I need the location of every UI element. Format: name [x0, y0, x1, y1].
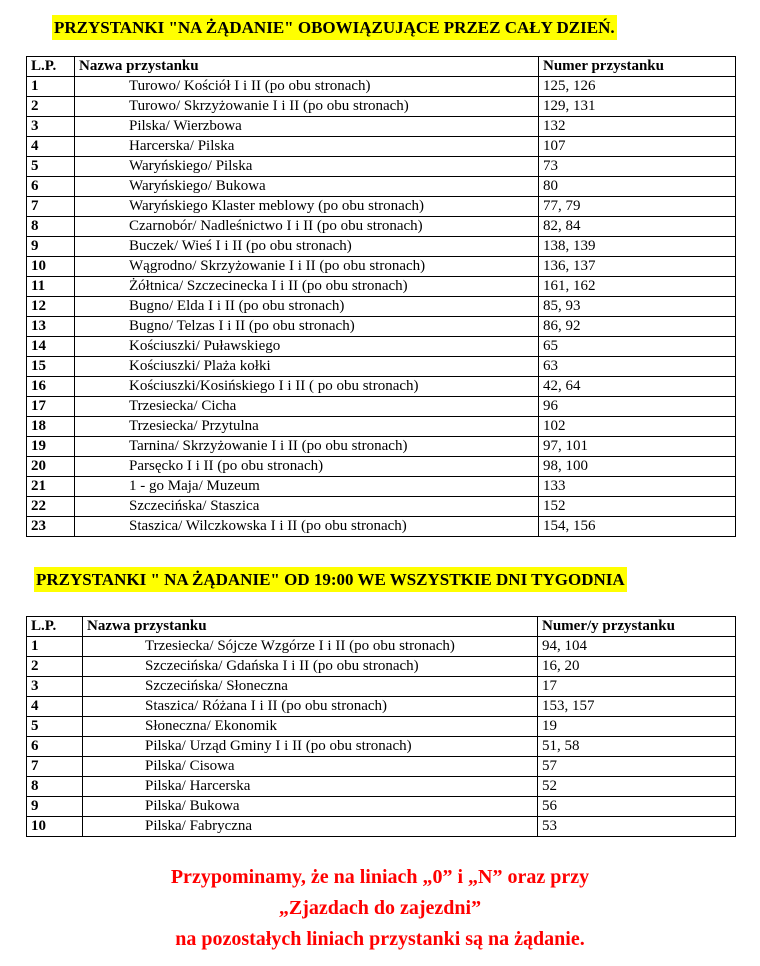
- row-lp-cell: 19: [27, 437, 75, 457]
- stop-name-cell: Waryńskiego/ Pilska: [75, 157, 539, 177]
- stop-number-cell: 17: [538, 677, 736, 697]
- column-header-name: Nazwa przystanku: [75, 57, 539, 77]
- stop-number-cell: 102: [539, 417, 736, 437]
- table-row: [27, 677, 736, 697]
- table-row: [27, 177, 736, 197]
- row-lp-cell: 8: [27, 217, 75, 237]
- table-row: [27, 397, 736, 417]
- row-lp-cell: 21: [27, 477, 75, 497]
- stop-number-cell: 63: [539, 357, 736, 377]
- table-row: [27, 297, 736, 317]
- stop-name-cell: Słoneczna/ Ekonomik: [83, 717, 538, 737]
- column-header-number: Numer/y przystanku: [538, 617, 736, 637]
- stop-number-cell: 51, 58: [538, 737, 736, 757]
- table-row: [27, 497, 736, 517]
- row-lp-cell: 1: [27, 77, 75, 97]
- stop-number-cell: 85, 93: [539, 297, 736, 317]
- table-row: [27, 197, 736, 217]
- stop-name-cell: Trzesiecka/ Przytulna: [75, 417, 539, 437]
- table-row: [27, 777, 736, 797]
- stop-name-cell: Pilska/ Bukowa: [83, 797, 538, 817]
- stop-name-cell: Pilska/ Cisowa: [83, 757, 538, 777]
- section1-title: PRZYSTANKI "NA ŻĄDANIE" OBOWIĄZUJĄCE PRZEZ CAŁY DZIEŃ.: [52, 15, 617, 40]
- stop-number-cell: 57: [538, 757, 736, 777]
- stop-name-cell: Pilska/ Wierzbowa: [75, 117, 539, 137]
- table-row: [27, 237, 736, 257]
- stop-name-cell: Szczecińska/ Staszica: [75, 497, 539, 517]
- table-header-row: [27, 57, 736, 77]
- stop-number-cell: 132: [539, 117, 736, 137]
- row-lp-cell: 6: [27, 737, 83, 757]
- stop-number-cell: 16, 20: [538, 657, 736, 677]
- table-row: [27, 97, 736, 117]
- stop-number-cell: 154, 156: [539, 517, 736, 537]
- table-row: [27, 417, 736, 437]
- stop-number-cell: 138, 139: [539, 237, 736, 257]
- table-header-row: [27, 617, 736, 637]
- stop-name-cell: Waryńskiego/ Bukowa: [75, 177, 539, 197]
- table-row: [27, 457, 736, 477]
- row-lp-cell: 5: [27, 157, 75, 177]
- stop-number-cell: 65: [539, 337, 736, 357]
- row-lp-cell: 1: [27, 637, 83, 657]
- row-lp-cell: 3: [27, 117, 75, 137]
- table-row: [27, 477, 736, 497]
- table-row: [27, 357, 736, 377]
- stop-number-cell: 86, 92: [539, 317, 736, 337]
- table-row: [27, 717, 736, 737]
- table-row: [27, 137, 736, 157]
- stop-number-cell: 136, 137: [539, 257, 736, 277]
- evening-stops-table: [26, 616, 736, 837]
- table-row: [27, 757, 736, 777]
- column-header-lp: L.P.: [27, 57, 75, 77]
- stop-name-cell: Buczek/ Wieś I i II (po obu stronach): [75, 237, 539, 257]
- table-row: [27, 117, 736, 137]
- stop-number-cell: 153, 157: [538, 697, 736, 717]
- stop-name-cell: Turowo/ Skrzyżowanie I i II (po obu stronach): [75, 97, 539, 117]
- table-row: [27, 517, 736, 537]
- row-lp-cell: 10: [27, 257, 75, 277]
- row-lp-cell: 23: [27, 517, 75, 537]
- stop-name-cell: Trzesiecka/ Cicha: [75, 397, 539, 417]
- reminder-line-1: Przypominamy, że na liniach „0” i „N” oraz przy: [170, 866, 590, 888]
- stop-number-cell: 107: [539, 137, 736, 157]
- row-lp-cell: 12: [27, 297, 75, 317]
- stop-name-cell: Kościuszki/ Plaża kołki: [75, 357, 539, 377]
- table-row: [27, 657, 736, 677]
- stop-number-cell: 19: [538, 717, 736, 737]
- row-lp-cell: 8: [27, 777, 83, 797]
- stop-number-cell: 152: [539, 497, 736, 517]
- stop-number-cell: 97, 101: [539, 437, 736, 457]
- row-lp-cell: 4: [27, 137, 75, 157]
- row-lp-cell: 7: [27, 757, 83, 777]
- stop-number-cell: 56: [538, 797, 736, 817]
- table-row: [27, 77, 736, 97]
- stop-name-cell: Trzesiecka/ Sójcze Wzgórze I i II (po obu stronach): [83, 637, 538, 657]
- stop-name-cell: Żółtnica/ Szczecinecka I i II (po obu stronach): [75, 277, 539, 297]
- stop-name-cell: Bugno/ Elda I i II (po obu stronach): [75, 297, 539, 317]
- stop-name-cell: Harcerska/ Pilska: [75, 137, 539, 157]
- table-row: [27, 817, 736, 837]
- stop-number-cell: 52: [538, 777, 736, 797]
- row-lp-cell: 7: [27, 197, 75, 217]
- row-lp-cell: 2: [27, 657, 83, 677]
- row-lp-cell: 5: [27, 717, 83, 737]
- reminder-line-3: na pozostałych liniach przystanki są na żądanie.: [175, 928, 585, 950]
- stop-name-cell: Parsęcko I i II (po obu stronach): [75, 457, 539, 477]
- stop-name-cell: Wągrodno/ Skrzyżowanie I i II (po obu stronach): [75, 257, 539, 277]
- table-row: [27, 257, 736, 277]
- reminder-notice: [0, 862, 760, 955]
- table-row: [27, 217, 736, 237]
- column-header-name: Nazwa przystanku: [83, 617, 538, 637]
- stop-number-cell: 94, 104: [538, 637, 736, 657]
- row-lp-cell: 14: [27, 337, 75, 357]
- row-lp-cell: 9: [27, 237, 75, 257]
- table-row: [27, 277, 736, 297]
- stop-name-cell: Staszica/ Wilczkowska I i II (po obu stronach): [75, 517, 539, 537]
- stop-number-cell: 133: [539, 477, 736, 497]
- column-header-lp: L.P.: [27, 617, 83, 637]
- stop-name-cell: Bugno/ Telzas I i II (po obu stronach): [75, 317, 539, 337]
- row-lp-cell: 2: [27, 97, 75, 117]
- row-lp-cell: 10: [27, 817, 83, 837]
- row-lp-cell: 18: [27, 417, 75, 437]
- stop-number-cell: 42, 64: [539, 377, 736, 397]
- stop-name-cell: Czarnobór/ Nadleśnictwo I i II (po obu stronach): [75, 217, 539, 237]
- stop-name-cell: 1 - go Maja/ Muzeum: [75, 477, 539, 497]
- table-row: [27, 317, 736, 337]
- stop-name-cell: Kościuszki/ Puławskiego: [75, 337, 539, 357]
- stop-name-cell: Kościuszki/Kosińskiego I i II ( po obu stronach): [75, 377, 539, 397]
- all-day-stops-table: [26, 56, 736, 537]
- table-row: [27, 737, 736, 757]
- stop-name-cell: Tarnina/ Skrzyżowanie I i II (po obu stronach): [75, 437, 539, 457]
- stop-name-cell: Waryńskiego Klaster meblowy (po obu stronach): [75, 197, 539, 217]
- stop-number-cell: 82, 84: [539, 217, 736, 237]
- section2-title: PRZYSTANKI " NA ŻĄDANIE" OD 19:00 WE WSZYSTKIE DNI TYGODNIA: [34, 567, 627, 592]
- table-row: [27, 797, 736, 817]
- table-row: [27, 377, 736, 397]
- stop-number-cell: 125, 126: [539, 77, 736, 97]
- stop-number-cell: 73: [539, 157, 736, 177]
- row-lp-cell: 9: [27, 797, 83, 817]
- table-row: [27, 337, 736, 357]
- row-lp-cell: 4: [27, 697, 83, 717]
- table-row: [27, 437, 736, 457]
- row-lp-cell: 13: [27, 317, 75, 337]
- stop-name-cell: Pilska/ Harcerska: [83, 777, 538, 797]
- row-lp-cell: 16: [27, 377, 75, 397]
- table-row: [27, 157, 736, 177]
- stop-number-cell: 96: [539, 397, 736, 417]
- stop-number-cell: 129, 131: [539, 97, 736, 117]
- stop-name-cell: Pilska/ Fabryczna: [83, 817, 538, 837]
- stop-number-cell: 80: [539, 177, 736, 197]
- stop-number-cell: 53: [538, 817, 736, 837]
- table-row: [27, 697, 736, 717]
- stop-name-cell: Turowo/ Kościół I i II (po obu stronach): [75, 77, 539, 97]
- stop-name-cell: Szczecińska/ Gdańska I i II (po obu stronach): [83, 657, 538, 677]
- stop-name-cell: Staszica/ Różana I i II (po obu stronach): [83, 697, 538, 717]
- stop-number-cell: 161, 162: [539, 277, 736, 297]
- row-lp-cell: 17: [27, 397, 75, 417]
- stop-name-cell: Szczecińska/ Słoneczna: [83, 677, 538, 697]
- row-lp-cell: 22: [27, 497, 75, 517]
- column-header-number: Numer przystanku: [539, 57, 736, 77]
- stop-number-cell: 98, 100: [539, 457, 736, 477]
- table-row: [27, 637, 736, 657]
- row-lp-cell: 15: [27, 357, 75, 377]
- reminder-line-2: „Zjazdach do zajezdni”: [278, 897, 482, 919]
- row-lp-cell: 6: [27, 177, 75, 197]
- stop-name-cell: Pilska/ Urząd Gminy I i II (po obu stronach): [83, 737, 538, 757]
- stop-number-cell: 77, 79: [539, 197, 736, 217]
- row-lp-cell: 3: [27, 677, 83, 697]
- row-lp-cell: 20: [27, 457, 75, 477]
- row-lp-cell: 11: [27, 277, 75, 297]
